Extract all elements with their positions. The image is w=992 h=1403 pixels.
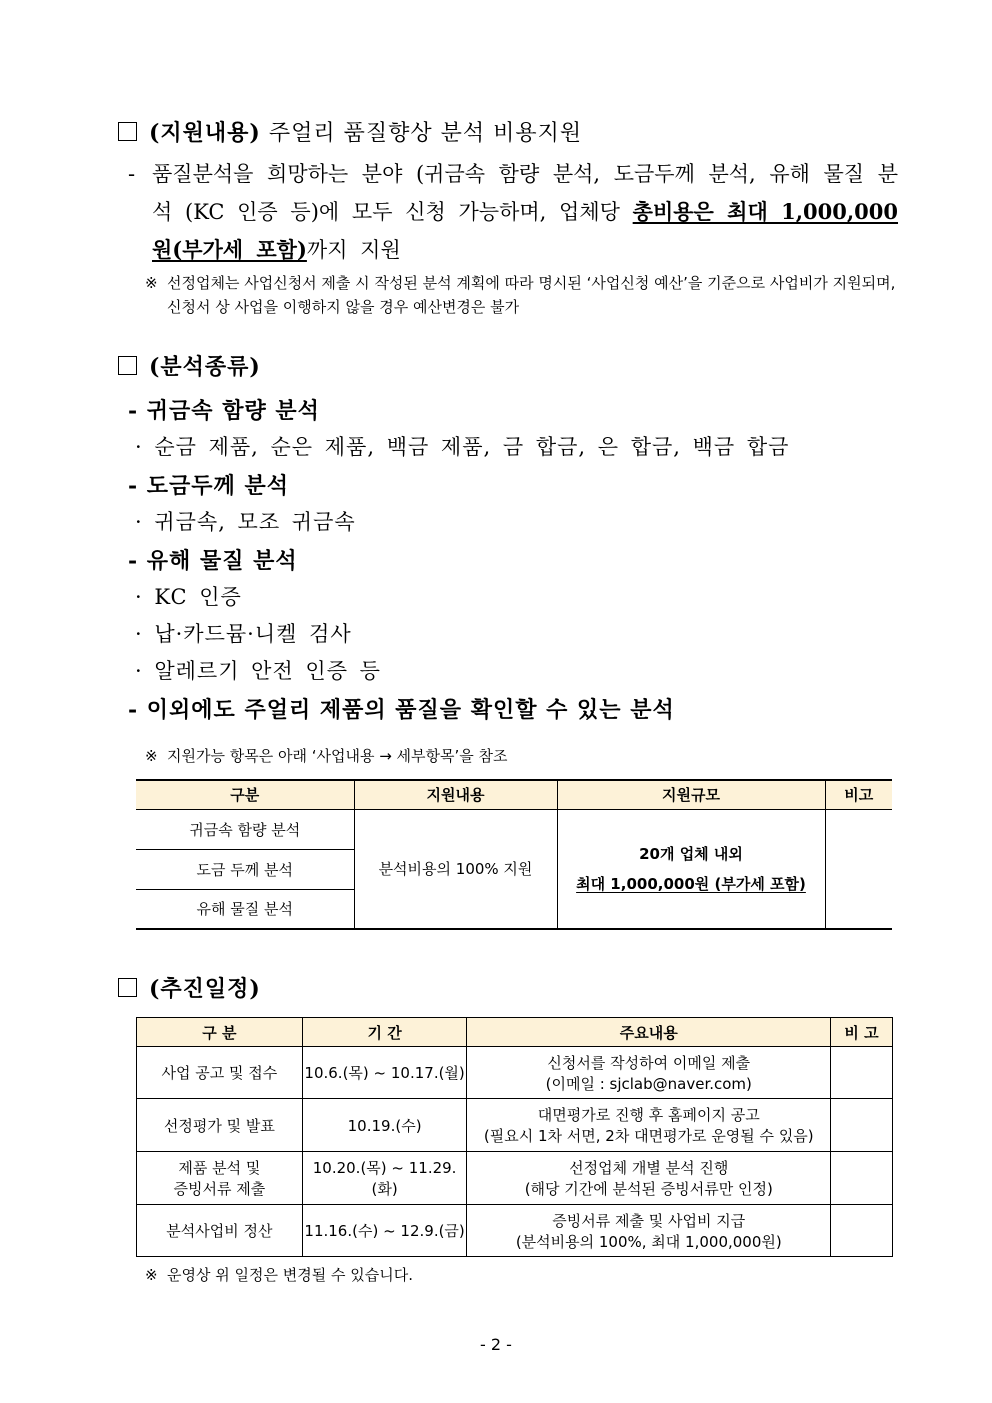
header-content: 지원내용: [354, 780, 557, 809]
section-title-bold: (분석종류): [149, 354, 261, 380]
support-max-amount: 총비용은 최대 1,000,000원(부가세 포함): [152, 199, 899, 262]
checkbox-square-icon: [118, 978, 137, 997]
header-main-content: 주요내용: [467, 1018, 831, 1047]
row-content: 선정업체 개별 분석 진행 (해당 기간에 분석된 증빙서류만 인정): [467, 1152, 831, 1205]
section-title-support: [118, 116, 582, 147]
table-row: [137, 1047, 893, 1099]
row-note: [831, 1152, 893, 1205]
header-scale: 지원규모: [557, 780, 825, 809]
header-category: 구 분: [137, 1018, 303, 1047]
row-content: 증빙서류 제출 및 사업비 지급 (분석비용의 100%, 최대 1,000,000원): [467, 1205, 831, 1257]
schedule-note: [145, 1263, 897, 1287]
table-cell-content: 분석비용의 100% 지원: [354, 809, 557, 929]
header-note: 비고: [825, 780, 892, 809]
item-hazardous-1: · KC 인증: [135, 585, 242, 609]
table-cell-category: 도금 두께 분석: [136, 849, 354, 889]
support-text: 품질분석을 희망하는 분야 (귀금속 함량 분석, 도금두께 분석, 유해 물질 분석 (KC 인증 등)에 모두 신청 가능하며, 업체당: [152, 162, 898, 224]
table-row: [137, 1205, 893, 1257]
section-title-schedule: [118, 972, 261, 1003]
subhead-other: - 이외에도 주얼리 제품의 품질을 확인할 수 있는 분석: [128, 697, 675, 723]
checkbox-square-icon: [118, 122, 137, 141]
support-description: [128, 156, 898, 269]
reference-mark: ※: [145, 1266, 158, 1284]
dash-marker: -: [128, 162, 136, 186]
analysis-note: [145, 744, 897, 768]
header-period: 기 간: [302, 1018, 467, 1047]
row-category: 분석사업비 정산: [137, 1205, 303, 1257]
header-note: 비 고: [831, 1018, 893, 1047]
support-note: [145, 271, 897, 319]
row-note: [831, 1099, 893, 1152]
row-period: 10.20.(목) ~ 11.29.(화): [302, 1152, 467, 1205]
section-title-rest: 주얼리 품질향상 분석 비용지원: [260, 121, 583, 146]
section-title-bold: (지원내용): [149, 120, 261, 146]
subhead-plating: - 도금두께 분석: [128, 473, 289, 499]
reference-mark: ※: [145, 747, 158, 765]
row-period: 10.6.(목) ~ 10.17.(월): [302, 1047, 467, 1099]
reference-mark: ※: [145, 274, 158, 292]
schedule-note-text: 운영상 위 일정은 변경될 수 있습니다.: [167, 1266, 413, 1284]
table-cell-category: 유해 물질 분석: [136, 889, 354, 929]
row-note: [831, 1047, 893, 1099]
table-cell-category: 귀금속 함량 분석: [136, 809, 354, 849]
row-period: 11.16.(수) ~ 12.9.(금): [302, 1205, 467, 1257]
row-content: 신청서를 작성하여 이메일 제출 (이메일 : sjclab@naver.com): [467, 1047, 831, 1099]
item-precious-metal: · 순금 제품, 순은 제품, 백금 제품, 금 합금, 은 합금, 백금 합금: [135, 435, 790, 459]
row-note: [831, 1205, 893, 1257]
section-title-bold: (추진일정): [149, 976, 261, 1002]
section-title-analysis-types: [118, 350, 261, 381]
item-hazardous-3: · 알레르기 안전 인증 등: [135, 659, 381, 683]
schedule-table: [136, 1017, 893, 1257]
table-row: [137, 1152, 893, 1205]
table-cell-scale: [557, 809, 825, 929]
analysis-note-text: 지원가능 항목은 아래 ‘사업내용 → 세부항목’을 참조: [167, 747, 508, 765]
checkbox-square-icon: [118, 356, 137, 375]
subhead-hazardous: - 유해 물질 분석: [128, 548, 298, 574]
row-category: 사업 공고 및 접수: [137, 1047, 303, 1099]
row-period: 10.19.(수): [302, 1099, 467, 1152]
page-number: - 2 -: [480, 1335, 512, 1354]
row-category: 선정평가 및 발표: [137, 1099, 303, 1152]
row-content: 대면평가로 진행 후 홈페이지 공고 (필요시 1차 서면, 2차 대면평가로 운영될 수 있음): [467, 1099, 831, 1152]
item-hazardous-2: · 납·카드뮴·니켈 검사: [135, 622, 352, 646]
row-category: 제품 분석 및 증빙서류 제출: [137, 1152, 303, 1205]
header-category: 구분: [136, 780, 354, 809]
support-text-end: 까지 지원: [306, 238, 401, 262]
table-cell-note: [825, 809, 892, 929]
item-plating: · 귀금속, 모조 귀금속: [135, 510, 356, 534]
table-row: [137, 1099, 893, 1152]
support-note-text: 선정업체는 사업신청서 제출 시 작성된 분석 계획에 따라 명시된 ‘사업신청 예산’을 기준으로 사업비가 지원되며, 신청서 상 사업을 이행하지 않을 경우 예산변경은 불가: [167, 274, 896, 316]
analysis-support-table: [136, 779, 892, 930]
scale-line-1: 20개 업체 내외: [639, 844, 743, 863]
subhead-precious-metal: - 귀금속 함량 분석: [128, 398, 320, 424]
scale-line-2: 최대 1,000,000원 (부가세 포함): [576, 874, 806, 893]
